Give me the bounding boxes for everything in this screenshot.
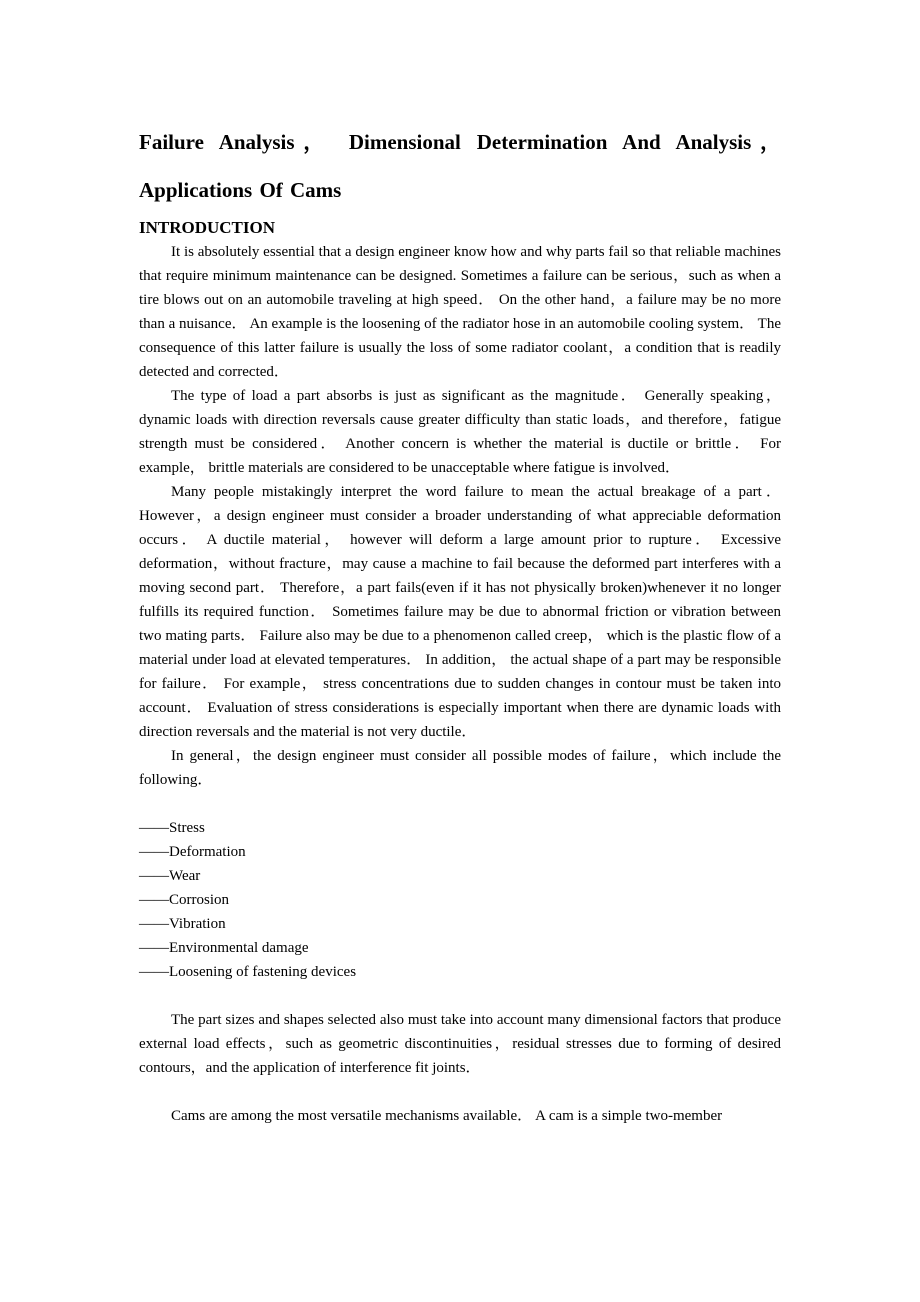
- list-item-wear: ——Wear: [139, 868, 201, 884]
- paragraph-failure-meaning: Many people mistakingly interpret the word failure to mean the actual breakage of a part． However，a design engineer must consider a broader understanding of what appreciable deformation occurs． A ductile material， however will deform a large amount prior to rupture． Excessive deformation，without fracture，may cause a machine to fail because the deformed part interferes with a moving second part． Therefore，a part fails(even if it has not physically broken)whenever it no longer fulfills its required function． Sometimes failure may be due to abnormal friction or vibration between two mating parts． Failure also may be due to a phenomenon called creep， which is the plastic flow of a material under load at elevated temperatures． In addition， the actual shape of a part may be responsible for failure． For example， stress concentrations due to sudden changes in contour must be taken into account． Evaluation of stress considerations is especially important when there are dynamic loads with direction reversals and the material is not very ductile．: [139, 484, 781, 740]
- paragraph-cams: Cams are among the most versatile mechanisms available． A cam is a simple two-member: [171, 1108, 723, 1124]
- list-item-environmental-damage: ——Environmental damage: [139, 940, 309, 956]
- blank-line: [139, 984, 781, 1008]
- section-heading-introduction: INTRODUCTION: [139, 218, 276, 237]
- document-page: [139, 118, 781, 1128]
- list-item-deformation: ——Deformation: [139, 844, 246, 860]
- paragraph-dimensional-factors: The part sizes and shapes selected also must take into account many dimensional factors that produce external load effects，such as geometric discontinuities，residual stresses due to forming of desired contours，and the application of interference fit joints．: [139, 1012, 781, 1076]
- blank-line: [139, 1080, 781, 1104]
- document-title: Failure Analysis， Dimensional Determination And Analysis，Applications Of Cams: [139, 130, 781, 202]
- blank-line: [139, 792, 781, 816]
- list-item-loosening: ——Loosening of fastening devices: [139, 964, 357, 980]
- list-item-vibration: ——Vibration: [139, 916, 226, 932]
- paragraph-modes-intro: In general，the design engineer must consider all possible modes of failure，which include the following．: [139, 748, 781, 788]
- list-item-stress: ——Stress: [139, 820, 205, 836]
- paragraph-why-parts-fail: It is absolutely essential that a design engineer know how and why parts fail so that reliable machines that require minimum maintenance can be designed. Sometimes a failure can be serious，such as when a tire blows out on an automobile traveling at high speed． On the other hand，a failure may be no more than a nuisance． An example is the loosening of the radiator hose in an automobile cooling system． The consequence of this latter failure is usually the loss of some radiator coolant，a condition that is readily detected and corrected．: [139, 244, 781, 380]
- list-item-corrosion: ——Corrosion: [139, 892, 229, 908]
- paragraph-load-type: The type of load a part absorbs is just as significant as the magnitude． Generally speaking，dynamic loads with direction reversals cause greater difficulty than static loads，and therefore，fatigue strength must be considered． Another concern is whether the material is ductile or brittle． For example， brittle materials are considered to be unacceptable where fatigue is involved．: [139, 388, 781, 476]
- failure-modes-list: [139, 816, 781, 984]
